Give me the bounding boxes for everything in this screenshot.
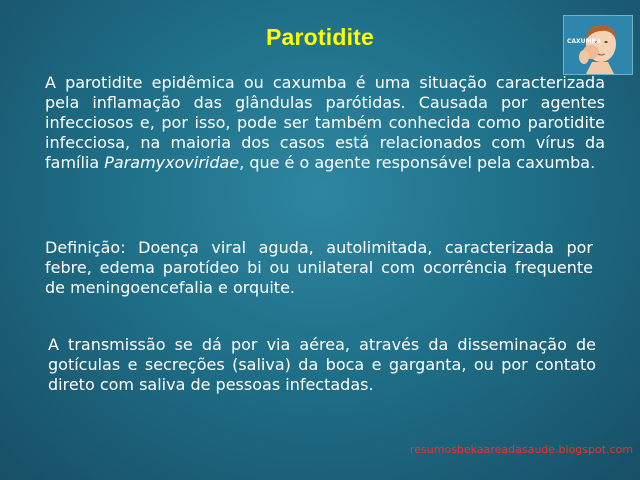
thumbnail-label: CAXUMBA <box>567 38 601 45</box>
transmission-paragraph: A transmissão se dá por via aérea, através da disseminação de gotículas e secreções (saliva) da boca e garganta, ou por contato direto com saliva de pessoas infectadas. <box>48 335 596 394</box>
intro-text-part1: A parotidite epidêmica ou caxumba é uma situação caracterizada pela inflamação das glândulas parótidas. Causada por agentes infecciosos e, por isso, pode ser também conhecida como parotidite infecciosa, na maioria dos casos está relacionados com vírus da família <box>45 73 605 172</box>
blog-url-footer: resumosbekaareadasaude.blogspot.com <box>410 443 634 456</box>
intro-paragraph <box>45 73 605 173</box>
mumps-thumbnail-image <box>563 15 633 75</box>
intro-text-part2: , que é o agente responsável pela caxumba. <box>239 153 596 172</box>
page-title: Parotidite <box>265 24 375 50</box>
definition-paragraph: Definição: Doença viral aguda, autolimitada, caracterizada por febre, edema parotídeo bi ou unilateral com ocorrência frequente de meningoencefalia e orquite. <box>45 238 593 297</box>
intro-text-italic: Paramyxoviridae <box>104 153 240 172</box>
face-with-swollen-cheek-icon <box>564 16 632 74</box>
